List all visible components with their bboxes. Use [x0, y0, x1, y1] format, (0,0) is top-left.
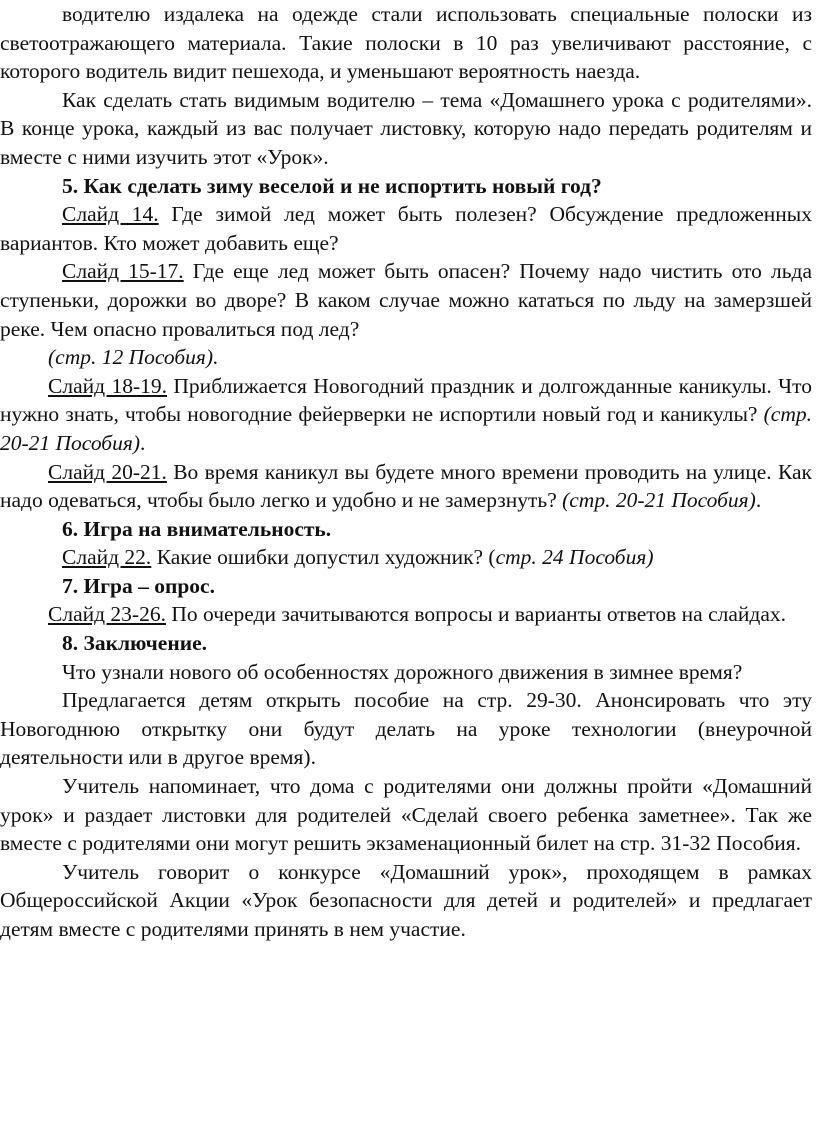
text-run: .: [755, 488, 762, 513]
slide-reference: Слайд 20-21.: [48, 459, 167, 484]
slide-reference: Слайд 22.: [62, 545, 152, 570]
paragraph: [0, 543, 812, 572]
slide-reference: Слайд 18-19.: [48, 373, 167, 398]
text-run: Где еще лед может быть опасен? Почему надо чистить ото льда ступеньки, дорожки во дворе? В каком случае можно кататься по льду на замерзшей реке. Чем опасно провалиться под лед?: [0, 259, 812, 341]
text-run: Предлагается детям открыть пособие на стр. 29-30. Анонсировать что эту Новогоднюю открытку они будут делать на уроке технологии (внеурочной деятельности или в другое время).: [0, 688, 812, 770]
paragraph: [0, 257, 812, 343]
paragraph: [0, 772, 812, 858]
text-run: .: [213, 345, 219, 370]
text-run: Как сделать стать видимым водителю – тема «Домашнего урока с родителями». В конце урока, каждый из вас получает листовку, которую надо передать родителям и вместе с ними изучить этот «Урок».: [0, 87, 812, 169]
slide-reference: Слайд 14.: [62, 202, 159, 227]
paragraph: [0, 86, 812, 172]
manual-reference: (стр. 20-21 Пособия): [0, 402, 812, 455]
section-heading: [0, 572, 812, 601]
paragraph: [0, 686, 812, 772]
paragraph: [0, 658, 812, 687]
paragraph: [0, 372, 812, 458]
slide-reference: Слайд 15-17.: [62, 259, 184, 284]
text-run: Какие ошибки допустил художник? (: [151, 545, 496, 570]
section-heading: [0, 629, 812, 658]
text-run: Где зимой лед может быть полезен? Обсуждение предложенных вариантов. Кто может добавить еще?: [0, 202, 813, 255]
section-heading: [0, 172, 812, 201]
manual-reference: (стр. 12 Пособия): [48, 345, 214, 370]
paragraph: [0, 600, 812, 629]
text-run: .: [140, 430, 146, 455]
paragraph: [0, 200, 812, 257]
text-run: 6. Игра на внимательность.: [62, 516, 332, 541]
text-run: 7. Игра – опрос.: [62, 573, 215, 598]
slide-reference: Слайд 23-26.: [48, 602, 166, 627]
paragraph: [0, 0, 812, 86]
text-run: 8. Заключение.: [62, 631, 208, 656]
paragraph: [0, 458, 812, 515]
text-run: Учитель напоминает, что дома с родителями они должны пройти «Домашний урок» и раздает листовки для родителей «Сделай своего ребенка заметнее». Так же вместе с родителями они могут решить экзаменационный билет на стр. 31-32 Пособия.: [0, 774, 812, 856]
text-run: водителю издалека на одежде стали использовать специальные полоски из светоотражающего материала. Такие полоски в 10 раз увеличивают расстояние, с которого водитель видит пешехода, и уменьшают вероятность наезда.: [0, 2, 812, 84]
text-run: 5. Как сделать зиму веселой и не испортить новый год?: [62, 173, 602, 198]
text-run: Что узнали нового об особенностях дорожного движения в зимнее время?: [62, 659, 743, 684]
manual-reference: стр. 24 Пособия): [495, 545, 654, 570]
text-run: Во время каникул вы будете много времени проводить на улице. Как надо одеваться, чтобы было легко и удобно и не замерзнуть?: [0, 459, 812, 513]
paragraph: [0, 343, 812, 372]
text-run: Учитель говорит о конкурсе «Домашний урок», проходящем в рамках Общероссийской Акции «Урок безопасности для детей и родителей» и предлагает детям вместе с родителями принять в нем участие.: [0, 859, 812, 941]
text-run: Приближается Новогодний праздник и долгожданные каникулы. Что нужно знать, чтобы новогодние фейерверки не испортили новый год и каникулы?: [0, 373, 812, 427]
text-run: По очереди зачитываются вопросы и варианты ответов на слайдах.: [165, 602, 787, 627]
paragraph: [0, 858, 812, 944]
section-heading: [0, 515, 812, 544]
manual-reference: (стр. 20-21 Пособия): [562, 488, 756, 513]
